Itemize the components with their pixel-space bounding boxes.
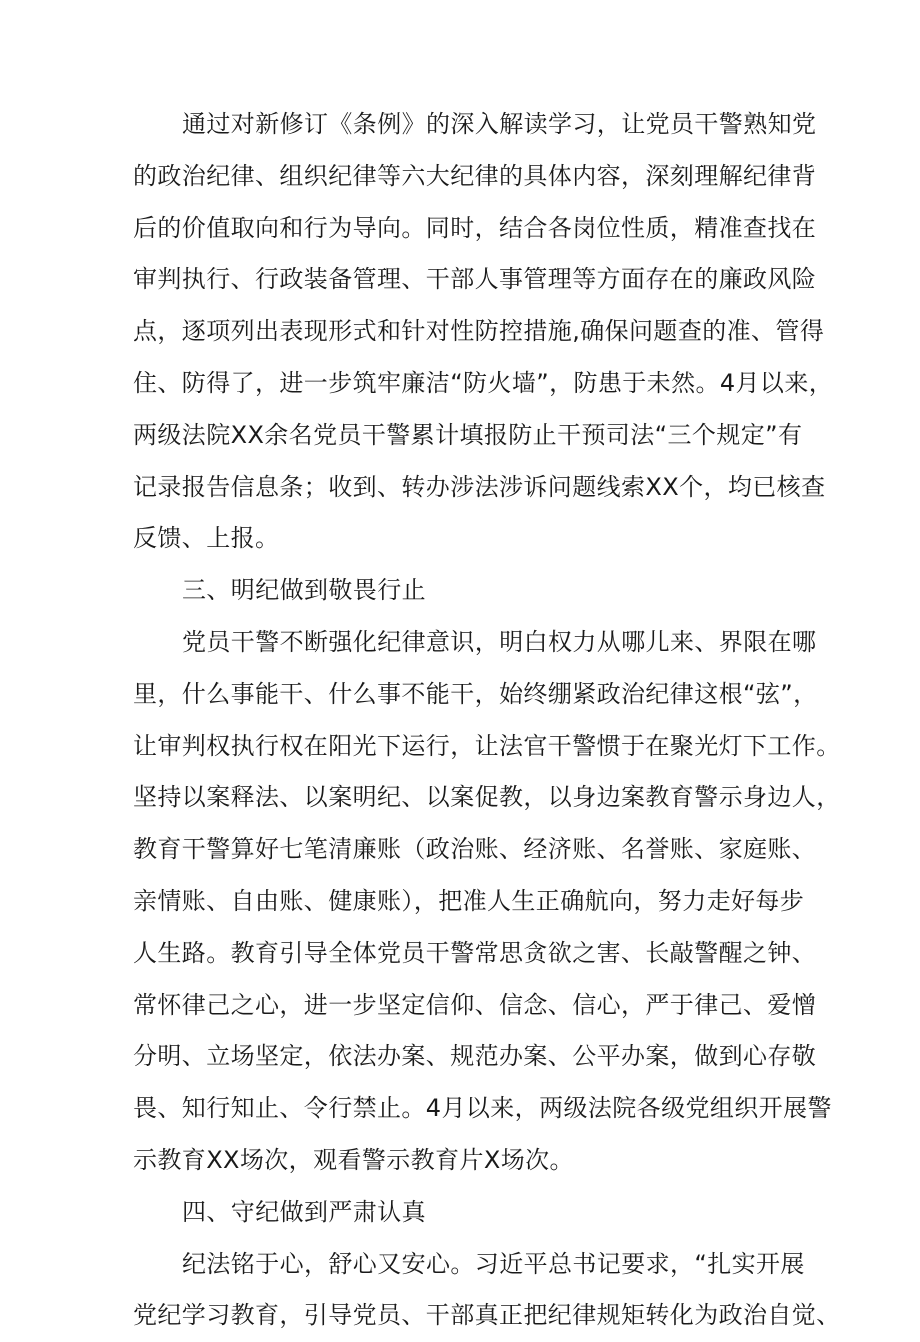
paragraph-line: 后的价值取向和行为导向。同时，结合各岗位性质，精准查找在 — [133, 213, 817, 242]
document-body — [133, 99, 841, 1342]
paragraph-line: 反馈、上报。 — [133, 524, 280, 553]
paragraph-line: 党纪学习教育，引导党员、干部真正把纪律规矩转化为政治自觉、 — [133, 1301, 841, 1330]
paragraph-line: 畏、知行知止、令行禁止。4月以来，两级法院各级党组织开展警 — [133, 1094, 832, 1123]
paragraph-line: 纪法铭于心，舒心又安心。习近平总书记要求，“扎实开展 — [182, 1249, 805, 1278]
paragraph-line: 通过对新修订《条例》的深入解读学习，让党员干警熟知党 — [182, 110, 817, 138]
paragraph-line: 教育干警算好七笔清廉账（政治账、经济账、名誉账、家庭账、 — [133, 835, 817, 864]
paragraph-line: 党员干警不断强化纪律意识，明白权力从哪儿来、界限在哪 — [182, 627, 817, 656]
paragraph-line: 记录报告信息条；收到、转办涉法涉诉问题线索XX个，均已核查 — [133, 472, 826, 501]
paragraph-line: 亲情账、自由账、健康账），把准人生正确航向，努力走好每步 — [133, 886, 805, 915]
paragraph-line: 人生路。教育引导全体党员干警常思贪欲之害、长敲警醒之钟、 — [133, 938, 817, 967]
paragraph-line: 审判执行、行政装备管理、干部人事管理等方面存在的廉政风险 — [133, 265, 817, 294]
paragraph-line: 点，逐项列出表现形式和针对性防控措施,确保问题查的准、管得 — [133, 317, 825, 346]
paragraph-line: 住、防得了，进一步筑牢廉洁“防火墙”，防患于未然。4月以来， — [133, 368, 834, 397]
paragraph-line: 让审判权执行权在阳光下运行，让法官干警惯于在聚光灯下工作。 — [133, 731, 841, 760]
section-heading: 三、明纪做到敬畏行止 — [182, 576, 426, 605]
paragraph-line: 里，什么事能干、什么事不能干，始终绷紧政治纪律这根“弦”， — [133, 679, 818, 708]
paragraph-line: 分明、立场坚定，依法办案、规范办案、公平办案，做到心存敬 — [133, 1042, 817, 1071]
paragraph-line: 坚持以案释法、以案明纪、以案促教，以身边案教育警示身边人， — [133, 783, 841, 812]
paragraph-line: 两级法院XX余名党员干警累计填报防止干预司法“三个规定”有 — [133, 420, 803, 449]
paragraph-line: 的政治纪律、组织纪律等六大纪律的具体内容，深刻理解纪律背 — [133, 161, 817, 190]
paragraph-line: 常怀律己之心，进一步坚定信仰、信念、信心，严于律己、爱憎 — [133, 990, 817, 1019]
section-heading: 四、守纪做到严肃认真 — [182, 1197, 426, 1226]
paragraph-line: 示教育XX场次，观看警示教育片X场次。 — [133, 1145, 574, 1174]
